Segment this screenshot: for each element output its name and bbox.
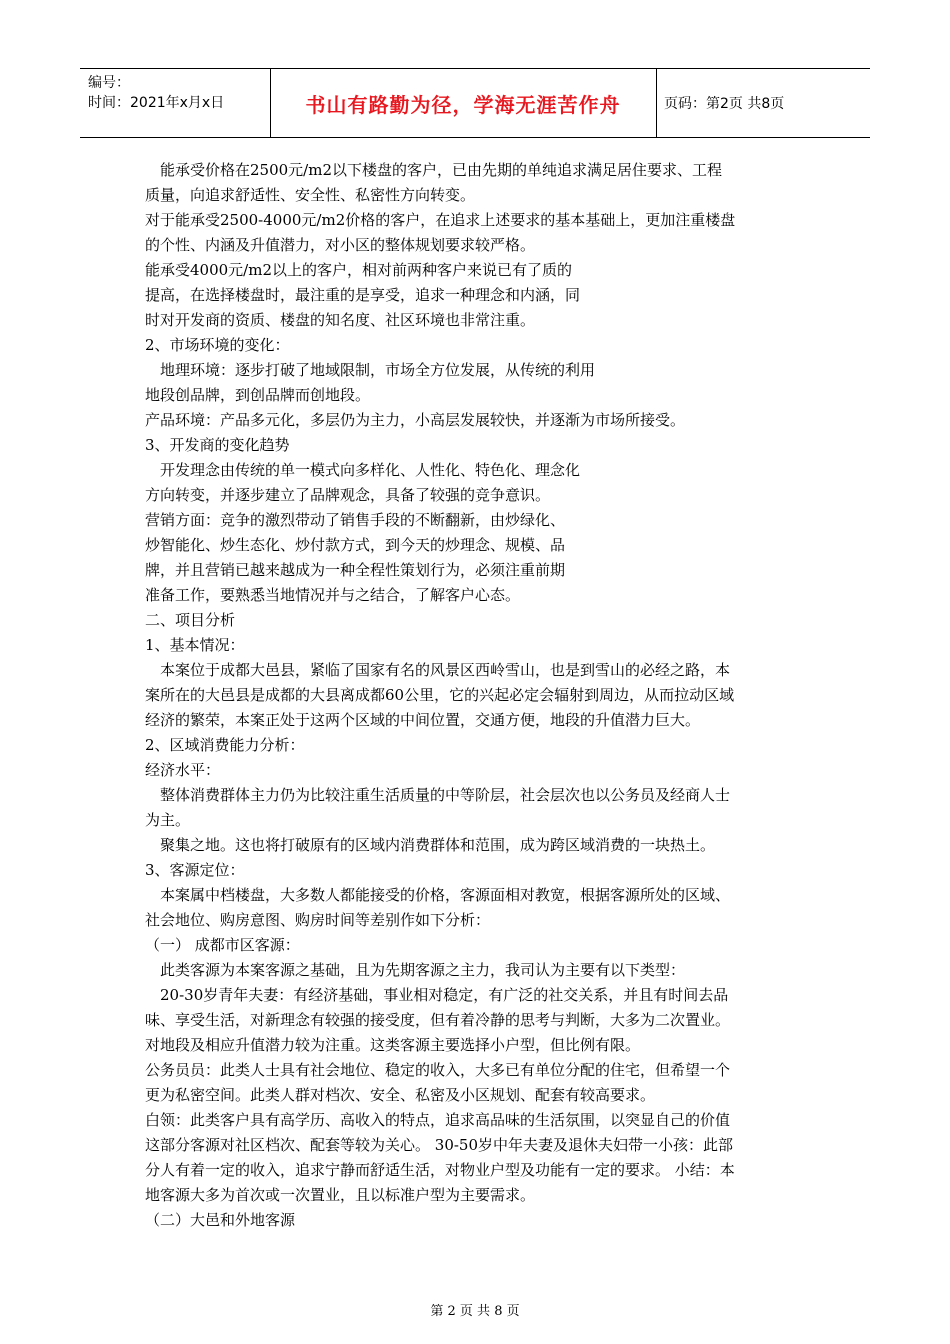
body-text-line: 的个性、内涵及升值潜力，对小区的整体规划要求较严格。 — [145, 236, 536, 254]
body-text-line: 为主。 — [145, 811, 191, 829]
body-text-line: 白领：此类客户具有高学历、高收入的特点，追求高品味的生活氛围，以突显自己的价值 — [145, 1111, 731, 1129]
body-text-line: 这部分客源对社区档次、配套等较为关心。 30-50岁中年夫妻及退休夫妇带一小孩：此部 — [145, 1136, 734, 1154]
body-text-line: 地理环境：逐步打破了地域限制，市场全方位发展，从传统的利用 — [145, 361, 596, 379]
body-text-line: 方向转变，并逐步建立了品牌观念，具备了较强的竞争意识。 — [145, 486, 551, 504]
body-text-line: 能承受4000元/m2以上的客户，相对前两种客户来说已有了质的 — [145, 261, 572, 279]
body-text-line: 3、开发商的变化趋势 — [145, 436, 290, 454]
body-text-line: 对地段及相应升值潜力较为注重。这类客源主要选择小户型，但比例有限。 — [145, 1036, 641, 1054]
document-number-label: 编号： — [88, 75, 130, 91]
body-text-line: 时对开发商的资质、楼盘的知名度、社区环境也非常注重。 — [145, 311, 536, 329]
body-text-line: 经济水平： — [145, 761, 221, 779]
body-text-line: 案所在的大邑县是成都的大县离成都60公里，它的兴起必定会辐射到周边，从而拉动区域 — [145, 686, 735, 704]
body-text-line: 此类客源为本案客源之基础，且为先期客源之主力，我司认为主要有以下类型： — [145, 961, 686, 979]
body-text-line: 经济的繁荣，本案正处于这两个区域的中间位置，交通方便，地段的升值潜力巨大。 — [145, 711, 701, 729]
document-body — [145, 158, 815, 1233]
body-text-line: 对于能承受2500-4000元/m2价格的客户，在追求上述要求的基本基础上，更加注重楼盘 — [145, 211, 736, 229]
body-text-line: 营销方面：竞争的激烈带动了销售手段的不断翻新，由炒绿化、 — [145, 511, 566, 529]
body-text-line: 牌，并且营销已越来越成为一种全程性策划行为，必须注重前期 — [145, 561, 566, 579]
body-text-line: 准备工作，要熟悉当地情况并与之结合，了解客户心态。 — [145, 586, 521, 604]
body-text-line: 公务员员：此类人士具有社会地位、稳定的收入，大多已有单位分配的住宅，但希望一个 — [145, 1061, 731, 1079]
document-date: 时间：2021年x月x日 — [88, 95, 225, 111]
body-text-line: 2、市场环境的变化： — [145, 336, 290, 354]
page-header — [80, 68, 870, 138]
body-text-line: 本案属中档楼盘，大多数人都能接受的价格，客源面相对教宽，根据客源所处的区域、 — [145, 886, 731, 904]
body-text-line: 二、项目分析 — [145, 611, 236, 629]
body-text-line: 2、区域消费能力分析： — [145, 736, 305, 754]
body-text-line: 分人有着一定的收入，追求宁静而舒适生活，对物业户型及功能有一定的要求。 小结：本 — [145, 1161, 735, 1179]
body-text-line: 社会地位、购房意图、购房时间等差别作如下分析： — [145, 911, 491, 929]
body-text-line: 产品环境：产品多元化，多层仍为主力，小高层发展较快，并逐渐为市场所接受。 — [145, 411, 686, 429]
page-footer: 第 2 页 共 8 页 — [430, 1304, 520, 1319]
body-text-line: 整体消费群体主力仍为比较注重生活质量的中等阶层，社会层次也以公务员及经商人士 — [145, 786, 731, 804]
body-text-line: 开发理念由传统的单一模式向多样化、人性化、特色化、理念化 — [145, 461, 581, 479]
body-text-line: 聚集之地。这也将打破原有的区域内消费群体和范围，成为跨区域消费的一块热土。 — [145, 836, 716, 854]
header-motto: 书山有路勤为径，学海无涯苦作舟 — [305, 93, 621, 117]
header-meta — [88, 73, 224, 113]
body-text-line: 本案位于成都大邑县，紧临了国家有名的风景区西岭雪山，也是到雪山的必经之路，本 — [145, 661, 731, 679]
body-text-line: 质量，向追求舒适性、安全性、私密性方向转变。 — [145, 186, 476, 204]
body-text-line: 1、基本情况： — [145, 636, 245, 654]
body-text-line: 20-30岁青年夫妻：有经济基础，事业相对稳定，有广泛的社交关系，并且有时间去品 — [145, 986, 729, 1004]
body-text-line: （二）大邑和外地客源 — [145, 1211, 296, 1229]
body-text-line: （一） 成都市区客源： — [145, 936, 300, 954]
body-text-line: 地段创品牌，到创品牌而创地段。 — [145, 386, 371, 404]
body-text-line: 能承受价格在2500元/m2以下楼盘的客户，已由先期的单纯追求满足居住要求、工程 — [145, 161, 722, 179]
header-page-number: 页码：第2页 共8页 — [664, 96, 785, 112]
body-text-line: 味、享受生活，对新理念有较强的接受度，但有着冷静的思考与判断，大多为二次置业。 — [145, 1011, 731, 1029]
body-text-line: 炒智能化、炒生态化、炒付款方式，到今天的炒理念、规模、品 — [145, 536, 566, 554]
body-text-line: 提高，在选择楼盘时，最注重的是享受，追求一种理念和内涵，同 — [145, 286, 581, 304]
header-divider — [656, 69, 657, 137]
body-text-line: 地客源大多为首次或一次置业，且以标准户型为主要需求。 — [145, 1186, 536, 1204]
body-text-line: 更为私密空间。此类人群对档次、安全、私密及小区规划、配套有较高要求。 — [145, 1086, 656, 1104]
body-text-line: 3、客源定位： — [145, 861, 245, 879]
